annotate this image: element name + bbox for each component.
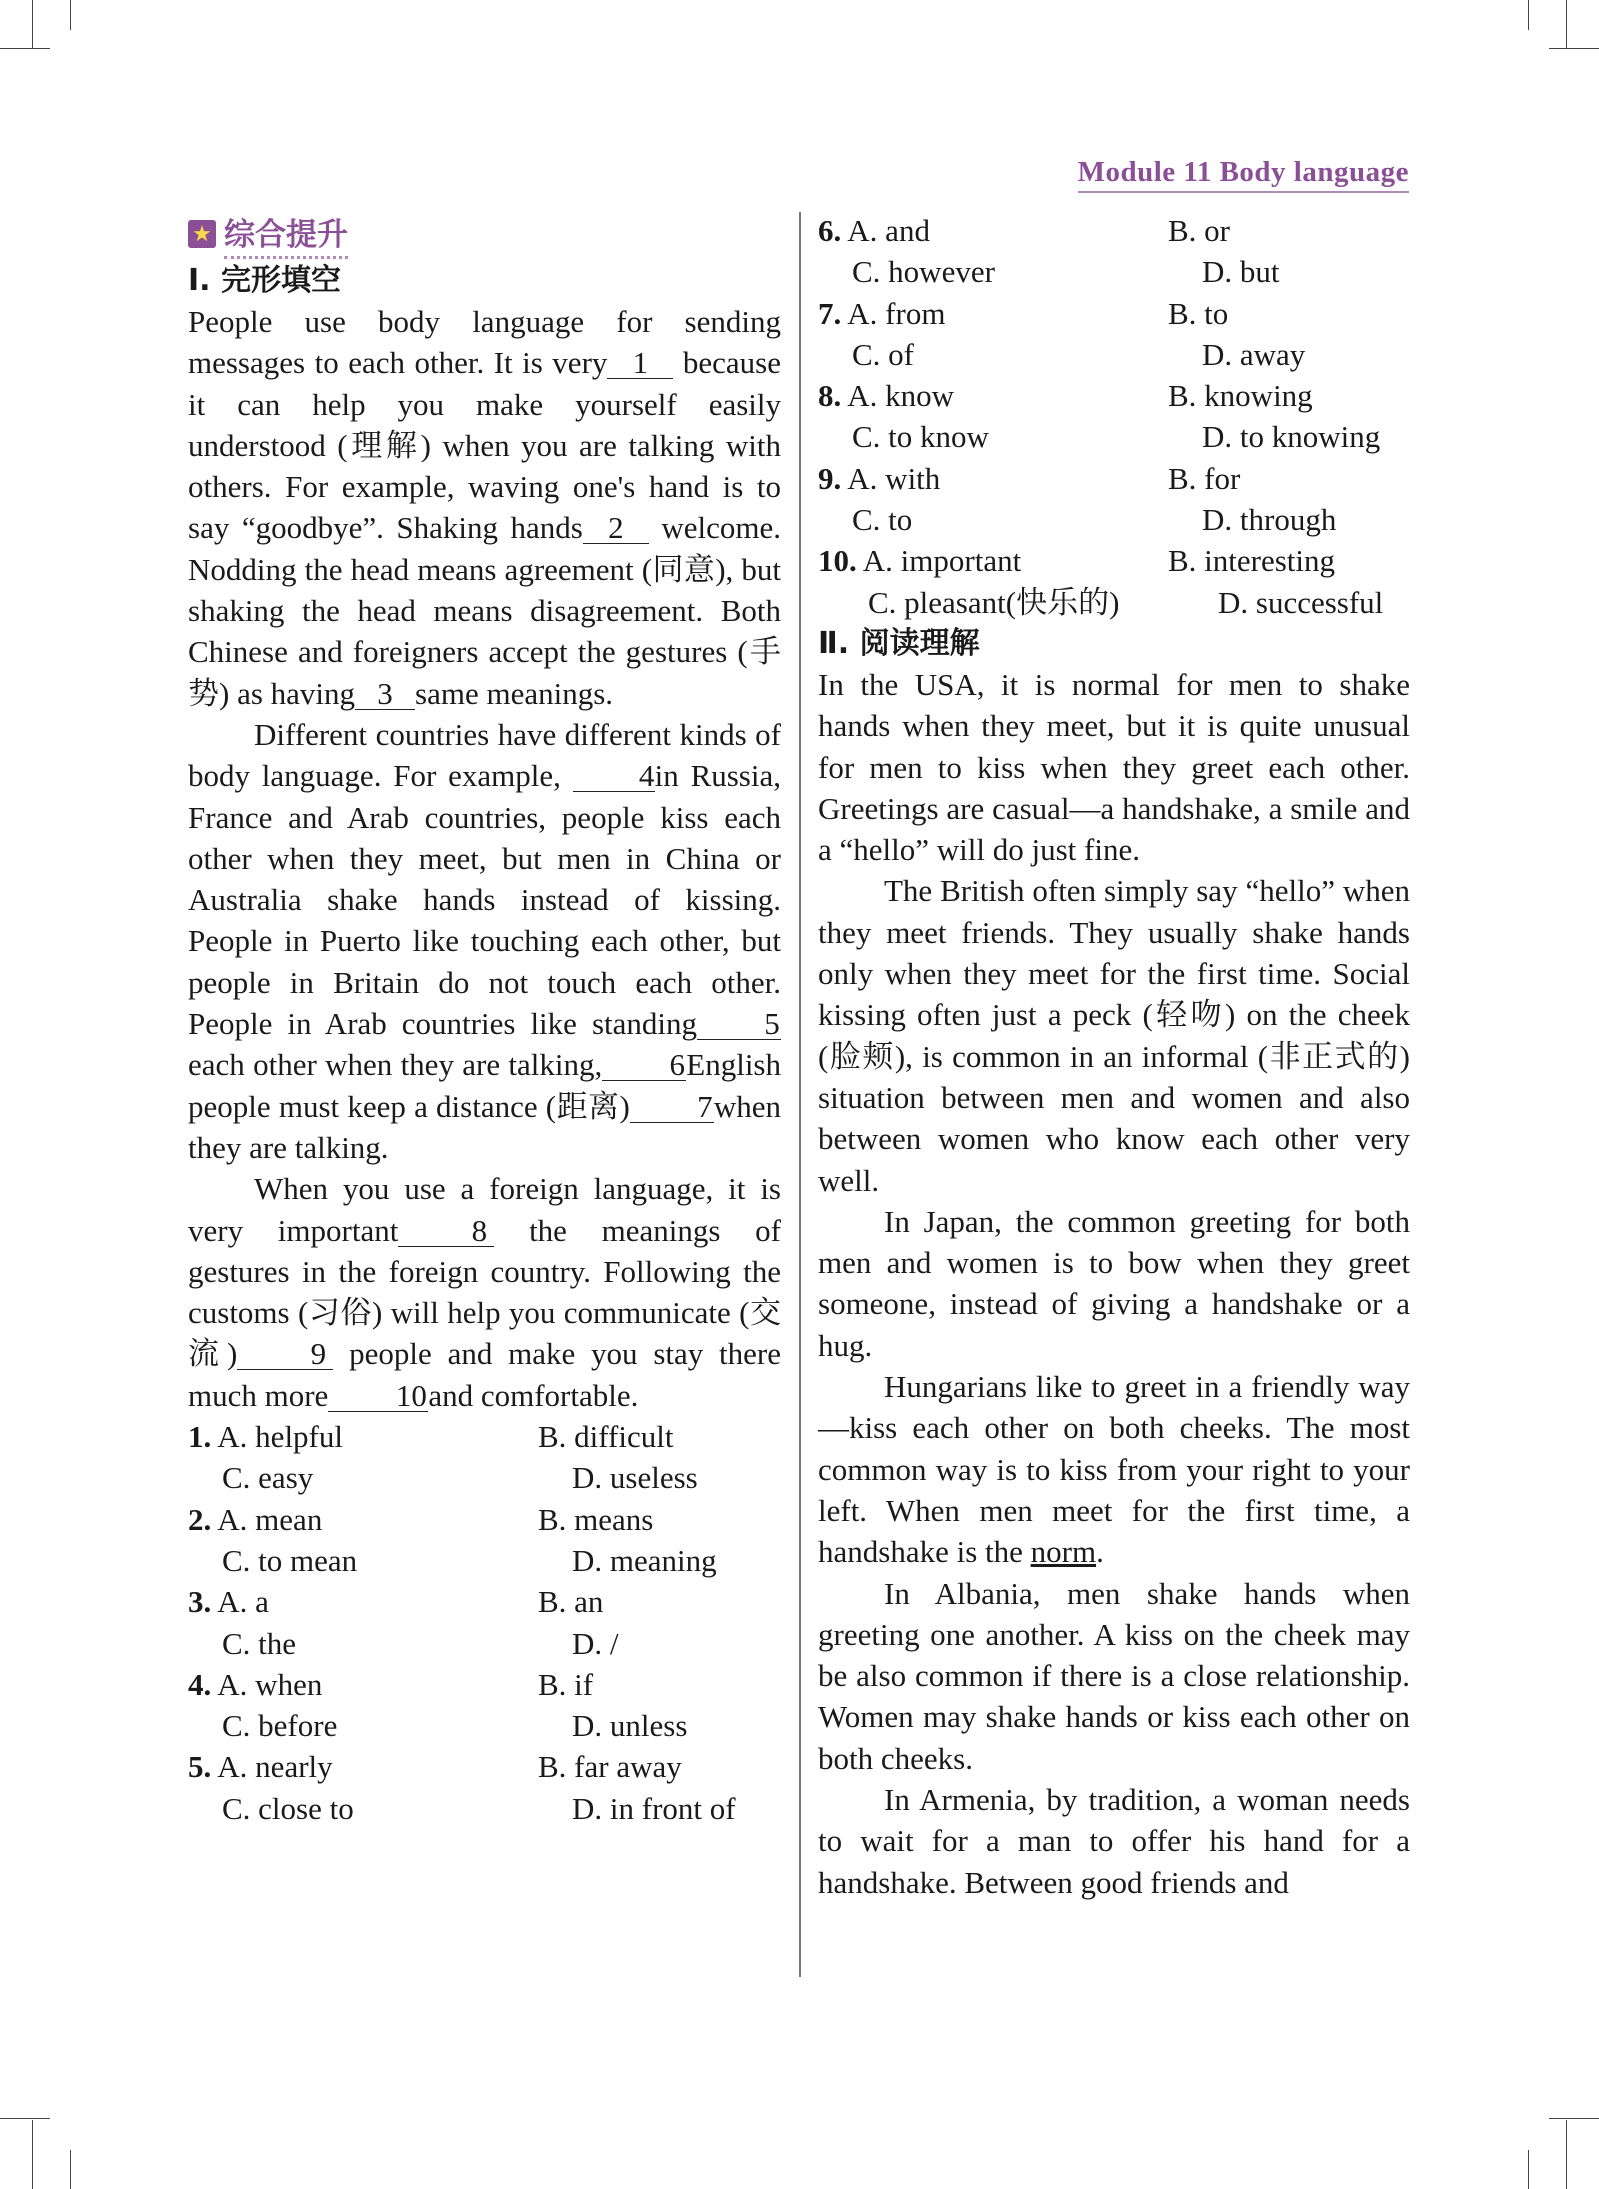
- crop-mark: [70, 2150, 71, 2189]
- crop-mark: [1528, 2150, 1529, 2189]
- star-icon: ★: [188, 220, 216, 248]
- reading-paragraph-2: The British often simply say “hello” when they meet friends. They usually shake hands only when they meet for the first time. Social kissing often just a peck (轻吻) on the cheek (脸颊), is common in an informal (非正式的) situation between men and women and also between women who know each other very well.: [818, 873, 1410, 1198]
- option-row: 3. A. a B. an: [188, 1584, 604, 1620]
- options-list-6-10: [818, 210, 1410, 623]
- option-row: C. to know D. to knowing: [852, 419, 1381, 455]
- cloze-paragraph-1: People use body language for sending messages to each other. It is very 1 because it can help you make yourself easily understood (理解) when you are talking with others. For example, waving one's hand is to say “goodbye”. Shaking hands 2 welcome. Nodding the head means agreement (同意), but shaking the head means disagreement. Both Chinese and foreigners accept the gestures (手势) as having 3 same meanings.: [188, 304, 781, 711]
- option-row: C. of D. away: [852, 336, 1306, 372]
- option-row: 1. A. helpful B. difficult: [188, 1419, 674, 1455]
- option-row: C. to D. through: [852, 502, 1337, 538]
- option-row: 8. A. know B. knowing: [818, 378, 1313, 414]
- option-row: 7. A. from B. to: [818, 295, 1229, 331]
- crop-mark: [0, 2118, 50, 2119]
- part1-heading: Ⅰ. 完形填空: [188, 263, 342, 298]
- option-row: 2. A. mean B. means: [188, 1501, 654, 1537]
- reading-paragraph-3: In Japan, the common greeting for both men and women is to bow when they greet someone, instead of giving a handshake or a hug.: [818, 1203, 1410, 1363]
- options-list-1-5: [188, 1416, 781, 1829]
- reading-paragraph-1: In the USA, it is normal for men to shake hands when they meet, but it is quite unusual for men to kiss when they greet each other. Greetings are casual—a handshake, a smile and a “hello” will do just fine.: [818, 666, 1410, 868]
- section-title-text: 综合提升: [224, 209, 348, 259]
- option-row: C. to mean D. meaning: [222, 1542, 717, 1578]
- blank-9[interactable]: 9: [237, 1339, 333, 1370]
- option-row: C. easy D. useless: [222, 1460, 698, 1496]
- crop-mark: [32, 2120, 33, 2189]
- option-row: C. before D. unless: [222, 1708, 688, 1744]
- right-column: [818, 210, 1410, 1903]
- crop-mark: [1566, 2120, 1567, 2189]
- blank-2[interactable]: 2: [583, 513, 649, 544]
- blank-5[interactable]: 5: [697, 1009, 781, 1040]
- blank-8[interactable]: 8: [398, 1216, 494, 1247]
- crop-mark: [0, 48, 50, 49]
- part2-heading: Ⅱ. 阅读理解: [818, 625, 980, 661]
- option-row: 4. A. when B. if: [188, 1666, 594, 1702]
- blank-3[interactable]: 3: [355, 679, 415, 710]
- reading-paragraph-6: In Armenia, by tradition, a woman needs to wait for a man to offer his hand for a handshake. Between good friends and: [818, 1781, 1410, 1900]
- cloze-paragraph-2: Different countries have different kinds of body language. For example, 4in Russia, France and Arab countries, people kiss each other when they meet, but men in China or Australia shake hands instead of kissing. People in Puerto like touching each other, but people in Britain do not touch each other. People in Arab countries like standing 5each other when they are talking, 6English people must keep a distance (距离) 7when they are talking.: [188, 716, 781, 1165]
- blank-10[interactable]: 10: [328, 1381, 428, 1412]
- page-header: Module 11 Body language: [1078, 156, 1409, 193]
- reading-paragraph-5: In Albania, men shake hands when greeting one another. A kiss on the cheek may be also common if there is a close relationship. Women may shake hands or kiss each other on both cheeks.: [818, 1575, 1410, 1776]
- crop-mark: [1528, 0, 1529, 30]
- blank-1[interactable]: 1: [607, 348, 673, 379]
- crop-mark: [1566, 0, 1567, 48]
- left-column: [188, 210, 781, 1829]
- option-row: C. however D. but: [852, 254, 1280, 290]
- option-row: C. pleasant(快乐的) D. successful: [868, 584, 1384, 620]
- option-row: 5. A. nearly B. far away: [188, 1749, 682, 1785]
- crop-mark: [1549, 2118, 1599, 2119]
- option-row: C. the D. /: [222, 1625, 619, 1661]
- reading-paragraph-4: Hungarians like to greet in a friendly way—kiss each other on both cheeks. The most common way is to kiss from your right to your left. When men meet for the first time, a handshake is the norm.: [818, 1369, 1410, 1570]
- crop-mark: [70, 0, 71, 30]
- section-title: [188, 210, 781, 258]
- blank-7[interactable]: 7: [630, 1092, 714, 1123]
- crop-mark: [1549, 48, 1599, 49]
- option-row: C. close to D. in front of: [222, 1790, 736, 1826]
- option-row: 6. A. and B. or: [818, 213, 1230, 248]
- cloze-paragraph-3: When you use a foreign language, it is very important 8 the meanings of gestures in the foreign country. Following the customs (习俗) will help you communicate (交流) 9 people and make you stay there much more 10and comfortable.: [188, 1171, 781, 1413]
- column-divider: [799, 212, 801, 1977]
- crop-mark: [32, 0, 33, 48]
- blank-6[interactable]: 6: [602, 1050, 686, 1081]
- underlined-word: norm: [1030, 1534, 1097, 1570]
- option-row: 9. A. with B. for: [818, 460, 1241, 496]
- option-row: 10. A. important B. interesting: [818, 543, 1336, 579]
- blank-4[interactable]: 4: [573, 761, 655, 792]
